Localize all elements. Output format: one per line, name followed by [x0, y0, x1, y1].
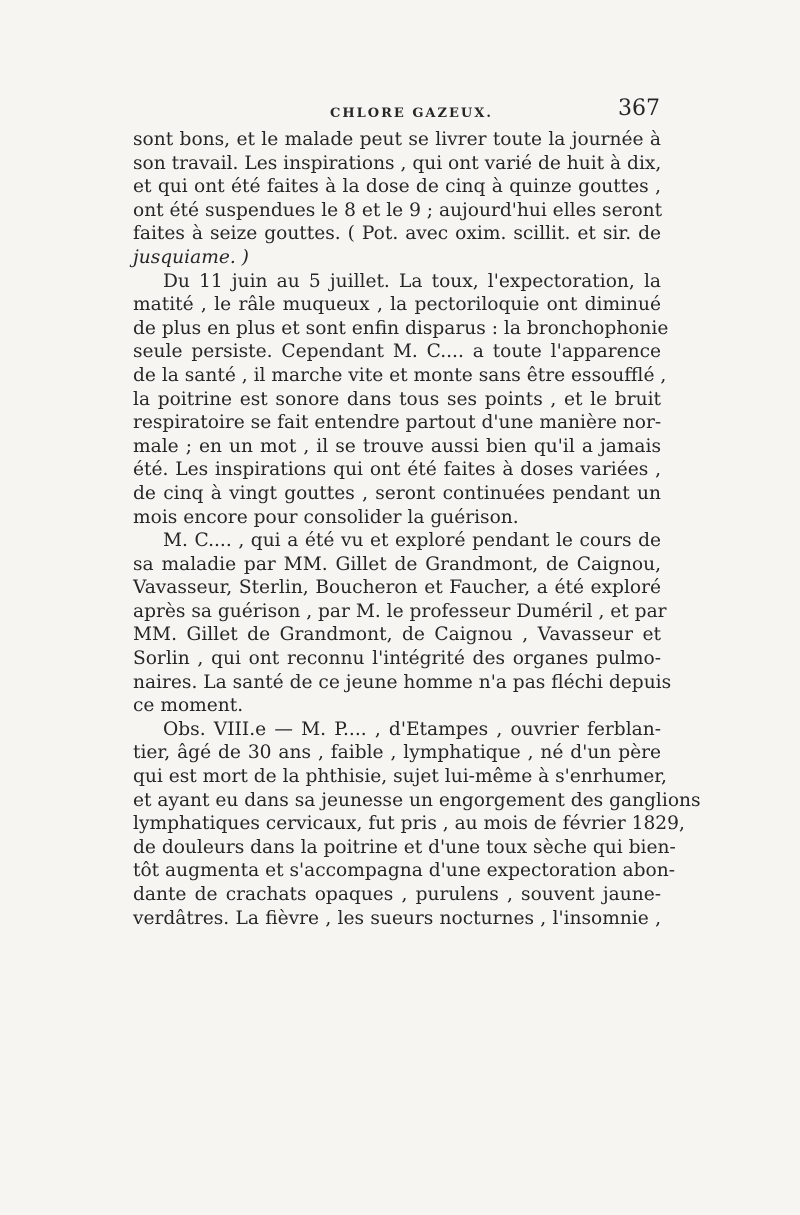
- text-line: de plus en plus et sont enfin disparus : la bronchophonie: [133, 317, 669, 339]
- text-line: et ayant eu dans sa jeunesse un engorgement des ganglions: [133, 789, 701, 811]
- text-line: sa maladie par MM. Gillet de Grandmont, de Caignou,: [133, 553, 661, 575]
- text-line: été. Les inspirations qui ont été faites à doses variées ,: [133, 459, 661, 481]
- text-line: tôt augmenta et s'accompagna d'une expectoration abon-: [133, 860, 675, 882]
- text-line: jusquiame. ): [133, 246, 249, 268]
- text-line: ce moment.: [133, 695, 244, 717]
- text-line: et qui ont été faites à la dose de cinq à quinze gouttes ,: [133, 176, 661, 198]
- text-line: Vavasseur, Sterlin, Boucheron et Faucher, a été exploré: [133, 577, 661, 599]
- text-line: ont été suspendues le 8 et le 9 ; aujourd'hui elles seront: [133, 199, 663, 221]
- page-number: 367: [618, 96, 660, 121]
- text-line: respiratoire se fait entendre partout d'une manière nor-: [133, 412, 662, 434]
- body-text: [133, 128, 701, 930]
- text-line: de la santé , il marche vite et monte sans être essoufflé ,: [133, 364, 667, 386]
- text-line: lymphatiques cervicaux, fut pris , au mois de février 1829,: [133, 813, 685, 835]
- text-line: faites à seize gouttes. ( Pot. avec oxim. scillit. et sir. de: [133, 223, 661, 245]
- running-title: CHLORE GAZEUX.: [330, 106, 493, 121]
- text-line: M. C.... , qui a été vu et exploré pendant le cours de: [163, 530, 661, 552]
- text-line: sont bons, et le malade peut se livrer toute la journée à: [133, 129, 661, 150]
- text-line: matité , le râle muqueux , la pectoriloquie ont diminué: [133, 294, 661, 316]
- text-line: seule persiste. Cependant M. C.... a toute l'apparence: [133, 341, 661, 363]
- text-line: la poitrine est sonore dans tous ses points , et le bruit: [133, 388, 661, 410]
- text-line: MM. Gillet de Grandmont, de Caignou , Vavasseur et: [133, 624, 661, 646]
- text-line: son travail. Les inspirations , qui ont varié de huit à dix,: [133, 152, 662, 174]
- text-line: Sorlin , qui ont reconnu l'intégrité des organes pulmo-: [133, 648, 661, 670]
- text-line: naires. La santé de ce jeune homme n'a pas fléchi depuis: [133, 671, 672, 693]
- text-line: de douleurs dans la poitrine et d'une toux sèche qui bien-: [133, 836, 676, 858]
- page-header: [160, 96, 660, 126]
- text-line: de cinq à vingt gouttes , seront continuées pendant un: [133, 482, 661, 504]
- text-line: tier, âgé de 30 ans , faible , lymphatique , né d'un père: [133, 742, 661, 764]
- text-line: verdâtres. La fièvre , les sueurs nocturnes , l'insomnie ,: [133, 907, 661, 929]
- text-line: Obs. VIII.e — M. P.... , d'Etampes , ouvrier ferblan-: [163, 718, 661, 740]
- text-line: qui est mort de la phthisie, sujet lui-même à s'enrhumer,: [133, 766, 667, 788]
- text-line: Du 11 juin au 5 juillet. La toux, l'expectoration, la: [163, 270, 661, 292]
- text-line: male ; en un mot , il se trouve aussi bien qu'il a jamais: [133, 435, 661, 457]
- text-line: dante de crachats opaques , purulens , souvent jaune-: [133, 884, 661, 905]
- text-line: après sa guérison , par M. le professeur Duméril , et par: [133, 600, 667, 622]
- text-line: mois encore pour consolider la guérison.: [133, 506, 519, 528]
